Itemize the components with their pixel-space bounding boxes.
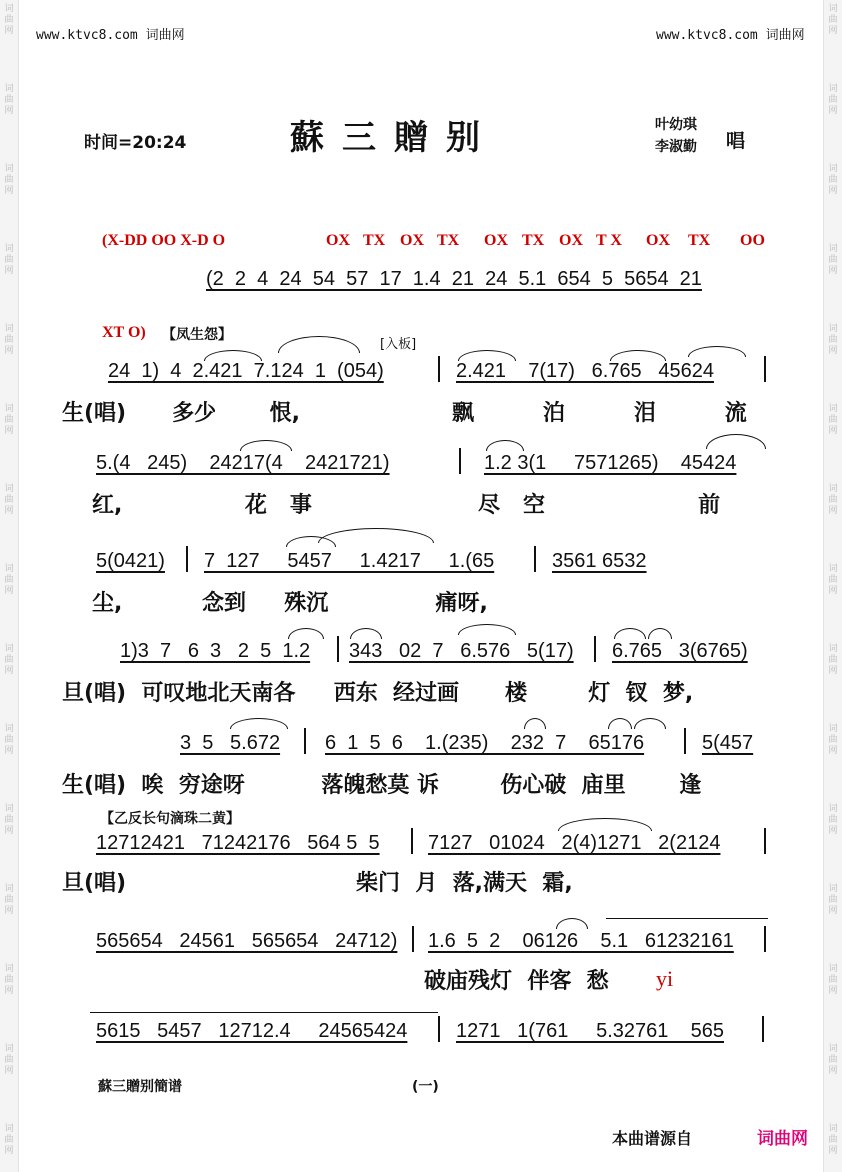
notation-line-2a: 5.(4 245) 24217(4 2421721): [96, 452, 390, 474]
singers: [655, 114, 697, 158]
slur: [458, 624, 516, 635]
notation-line-6a: 12712421 71242176 564 5 5: [96, 832, 380, 854]
watermark-text: 词 曲 网: [828, 404, 838, 436]
slur: [556, 918, 588, 929]
notation-line-5c: 5(457: [702, 732, 754, 754]
watermark-text: 词 曲 网: [4, 404, 14, 436]
slur: [458, 350, 516, 361]
slur: [230, 718, 288, 729]
bar-line: [764, 926, 766, 952]
bar-line: [459, 448, 461, 474]
bar-line: [438, 1016, 440, 1042]
percussion-beat: TX: [363, 232, 386, 249]
watermark-text: 词 曲 网: [4, 1124, 14, 1156]
percussion-beat: OX: [400, 232, 424, 249]
singer-2: 李淑勤: [655, 139, 697, 155]
watermark-text: 词 曲 网: [4, 644, 14, 676]
lyrics-line-4: 旦(唱) 可叹地北天南各 西东 经过画 楼 灯 钗 梦,: [62, 681, 694, 706]
tie-line: [606, 918, 768, 919]
bar-line: [534, 546, 536, 572]
song-time: 时间=20:24: [84, 133, 187, 153]
slur: [240, 440, 292, 451]
watermark-text: 词 曲 网: [828, 884, 838, 916]
header-right: [656, 24, 805, 43]
percussion-beat: OX: [559, 232, 583, 249]
notation-line-4c: 6.765 3(6765): [612, 640, 748, 662]
notation-line-0: (2 2 4 24 54 57 17 1.4 21 24 5.1 654 5 5654 21: [206, 268, 702, 290]
notation-line-1b: 2.421 7(17) 6.765 45624: [456, 360, 714, 382]
notation-line-3c: 3561 6532: [552, 550, 647, 572]
notation-line-3a: 5(0421): [96, 550, 165, 572]
bar-line: [684, 728, 686, 754]
lyrics-line-2a: 红, 花 事: [92, 493, 312, 518]
notation-line-4b: 343 02 7 6.576 5(17): [349, 640, 574, 662]
notation-line-5a: 3 5 5.672: [180, 732, 281, 754]
header-right-url[interactable]: www.ktvc8.com: [656, 28, 758, 43]
song-title: 蘇三贈别: [290, 118, 498, 158]
watermark-text: 词 曲 网: [828, 484, 838, 516]
watermark-text: 词 曲 网: [828, 4, 838, 36]
notation-line-8a: 5615 5457 12712.4 24565424: [96, 1020, 408, 1042]
notation-line-8b: 1271 1(761 5.32761 565: [456, 1020, 724, 1042]
lyrics-line-1b: 飘 泊 泪 流: [452, 401, 747, 426]
watermark-text: 词 曲 网: [4, 84, 14, 116]
percussion-beat: OX: [326, 232, 350, 249]
lyrics-line-7: 破庙残灯 伴客 愁: [424, 969, 609, 994]
bar-line: [594, 636, 596, 662]
notation-line-2b: 1.2 3(1 7571265) 45424: [484, 452, 737, 474]
slur: [648, 628, 672, 639]
slur: [558, 818, 652, 831]
ban-marker: [入板]: [380, 337, 417, 352]
watermark-text: 词 曲 网: [828, 564, 838, 596]
header-left: [36, 24, 185, 43]
slur: [634, 718, 666, 729]
header-left-url[interactable]: www.ktvc8.com: [36, 28, 138, 43]
lyrics-line-3a: 尘,: [92, 591, 123, 616]
sing-label: 唱: [726, 130, 746, 152]
slur: [614, 628, 646, 639]
watermark-text: 词 曲 网: [4, 4, 14, 36]
watermark-text: 词 曲 网: [4, 164, 14, 196]
tie-line: [90, 1012, 438, 1013]
percussion-beat: T X: [596, 232, 622, 249]
slur: [204, 350, 262, 361]
watermark-text: 词 曲 网: [828, 84, 838, 116]
bar-line: [412, 926, 414, 952]
slur: [688, 346, 746, 357]
watermark-text: 词 曲 网: [828, 324, 838, 356]
watermark-text: 词 曲 网: [828, 644, 838, 676]
watermark-text: 词 曲 网: [4, 484, 14, 516]
score-name: 蘇三贈别簡谱: [98, 1079, 182, 1095]
bar-line: [762, 1016, 764, 1042]
bar-line: [411, 828, 413, 854]
lyrics-line-5: 生(唱) 唉 穷途呀 落魄愁莫 诉 伤心破 庙里 逢: [62, 773, 702, 798]
watermark-text: 词 曲 网: [4, 564, 14, 596]
lyrics-line-2b: 尽 空 前: [478, 493, 721, 518]
bar-line: [764, 356, 766, 382]
notation-line-5b: 6 1 5 6 1.(235) 232 7 65176: [325, 732, 645, 754]
tune-name: 【凤生怨】: [162, 327, 232, 343]
page-number: (一): [412, 1079, 439, 1095]
tune-name-2: 【乙反长句滴珠二黄】: [100, 811, 240, 827]
bar-line: [186, 546, 188, 572]
watermark-text: 词 曲 网: [828, 964, 838, 996]
percussion-beat: OX: [646, 232, 670, 249]
watermark-text: 词 曲 网: [4, 804, 14, 836]
source-label: 本曲谱源自: [612, 1129, 693, 1148]
slur: [706, 434, 766, 449]
watermark-text: 词 曲 网: [4, 724, 14, 756]
slur: [288, 628, 324, 639]
watermark-text: 词 曲 网: [828, 164, 838, 196]
lyrics-line-6a: 旦(唱): [62, 871, 127, 896]
watermark-text: 词 曲 网: [4, 964, 14, 996]
lyrics-line-3b: 念到 殊沉 痛呀,: [202, 591, 488, 616]
notation-line-3b: 7 127 5457 1.4217 1.(65: [204, 550, 495, 572]
notation-line-1a: 24 1) 4 2.421 7.124 1 (054): [108, 360, 384, 382]
percussion-beat: TX: [522, 232, 545, 249]
watermark-text: 词 曲 网: [4, 244, 14, 276]
slur: [350, 628, 382, 639]
header-left-site: 词曲网: [145, 28, 185, 43]
notation-line-7a: 565654 24561 565654 24712): [96, 930, 398, 952]
lyrics-line-1a: 生(唱) 多少 恨,: [62, 401, 301, 426]
singer-1: 叶幼琪: [655, 117, 697, 133]
watermark-text: 词 曲 网: [4, 1044, 14, 1076]
slur: [610, 350, 666, 361]
site-logo[interactable]: 词曲网: [757, 1129, 808, 1149]
lyrics-line-6b: 柴门 月 落,满天 霜,: [356, 871, 573, 896]
notation-line-4a: 1)3 7 6 3 2 5 1.2: [120, 640, 311, 662]
watermark-text: 词 曲 网: [828, 244, 838, 276]
watermark-text: 词 曲 网: [4, 324, 14, 356]
percussion-beat: TX: [688, 232, 711, 249]
bar-line: [304, 728, 306, 754]
percussion-beat: OO: [740, 232, 765, 249]
watermark-text: 词 曲 网: [828, 724, 838, 756]
percussion-beat: TX: [437, 232, 460, 249]
percussion-intro: (X-DD OO X-D O: [102, 232, 226, 249]
slur: [524, 718, 546, 729]
notation-line-6b: 7127 01024 2(4)1271 2(2124: [428, 832, 721, 854]
slur: [278, 336, 360, 353]
bar-line: [438, 356, 440, 382]
percussion-end: XT O): [102, 324, 146, 341]
watermark-text: 词 曲 网: [828, 1124, 838, 1156]
bar-line: [764, 828, 766, 854]
slur: [318, 528, 434, 543]
watermark-text: 词 曲 网: [828, 1044, 838, 1076]
slur: [486, 440, 524, 451]
header-right-site: 词曲网: [765, 28, 805, 43]
lyrics-yi: yi: [656, 966, 674, 991]
bar-line: [337, 636, 339, 662]
slur: [608, 718, 632, 729]
notation-line-7b: 1.6 5 2 06126 5.1 61232161: [428, 930, 734, 952]
percussion-beat: OX: [484, 232, 508, 249]
watermark-text: 词 曲 网: [828, 804, 838, 836]
watermark-text: 词 曲 网: [4, 884, 14, 916]
